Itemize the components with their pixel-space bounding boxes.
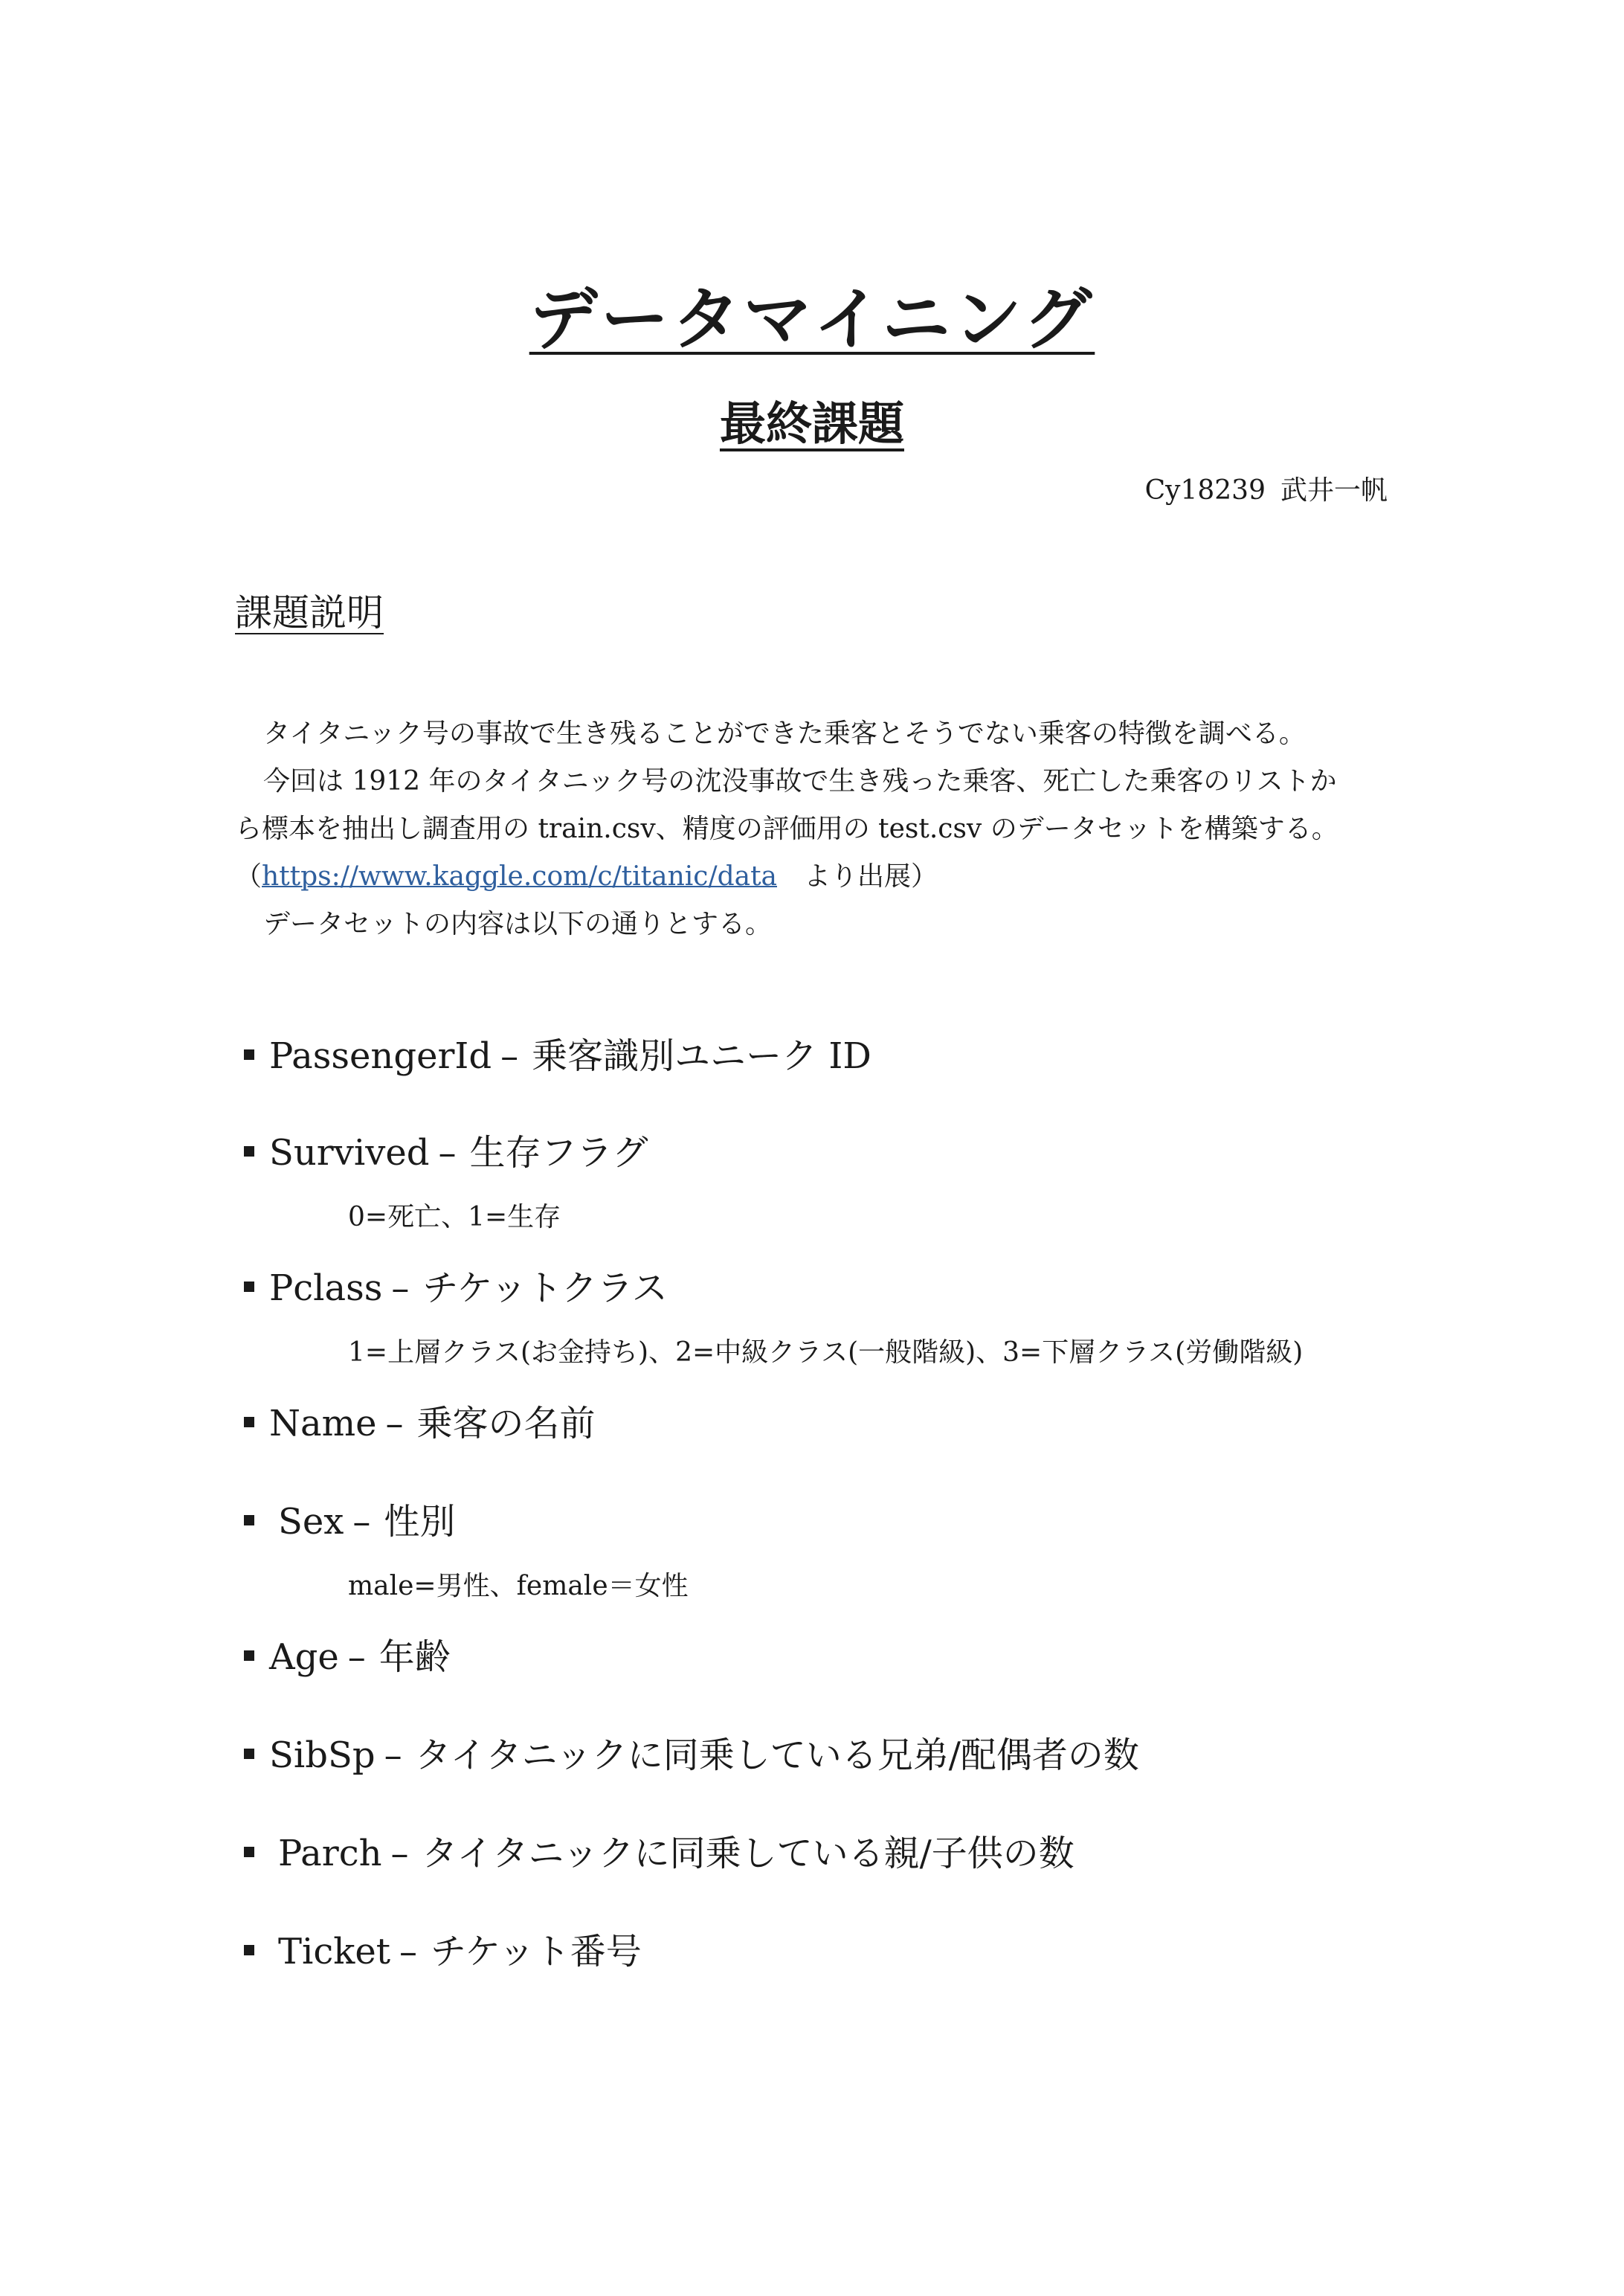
dash: – <box>391 1267 410 1309</box>
field-desc: チケットクラス <box>422 1267 668 1309</box>
dash: – <box>399 1931 418 1972</box>
field-list <box>244 1030 1434 1978</box>
intro-line-5: データセットの内容は以下の通りとする。 <box>263 909 773 939</box>
field-name: Name <box>269 1403 377 1444</box>
author-name: 武井一帆 <box>1280 475 1388 506</box>
document-title <box>0 275 1624 364</box>
field-name: Survived <box>269 1132 430 1174</box>
field-note-sex: male=男性、female＝女性 <box>348 1571 689 1601</box>
field-name: Pclass <box>269 1267 383 1309</box>
field-desc: チケット番号 <box>431 1931 642 1972</box>
bullet-icon <box>244 1749 254 1759</box>
bullet-icon <box>244 1282 254 1292</box>
section-heading: 課題説明 <box>235 591 384 634</box>
author-line <box>1145 469 1388 513</box>
field-item-age <box>244 1631 1434 1683</box>
field-note-pclass: 1=上層クラス(お金持ち)、2=中級クラス(一般階級)、3=下層クラス(労働階級) <box>348 1337 1304 1368</box>
field-desc: タイタニックに同乗している兄弟/配偶者の数 <box>415 1734 1139 1776</box>
field-name: Age <box>269 1636 339 1678</box>
kaggle-link[interactable]: https://www.kaggle.com/c/titanic/data <box>262 861 778 892</box>
field-item-ticket <box>244 1926 1434 1978</box>
field-name: Sex <box>278 1501 344 1543</box>
field-desc: 乗客識別ユニーク ID <box>532 1035 871 1077</box>
field-desc: タイタニックに同乗している親/子供の数 <box>422 1833 1074 1874</box>
field-item-survived <box>244 1127 1434 1179</box>
intro-line-3: ら標本を抽出し調査用の train.csv、精度の評価用の test.csv のデータセットを構築する。 <box>235 814 1338 844</box>
bullet-icon <box>244 1515 254 1525</box>
dash: – <box>438 1132 457 1174</box>
paren-open: （ <box>235 861 262 892</box>
bullet-icon <box>244 1847 254 1857</box>
intro-line-4 <box>235 853 1395 901</box>
dash: – <box>500 1035 519 1077</box>
field-desc: 年齢 <box>378 1636 451 1678</box>
title-text: データマイニング <box>529 280 1095 359</box>
field-desc: 乗客の名前 <box>416 1403 596 1444</box>
intro-line-1: タイタニック号の事故で生き残ることができた乗客とそうでない乗客の特徴を調べる。 <box>263 718 1306 749</box>
dash: – <box>347 1636 366 1678</box>
dash: – <box>385 1403 404 1444</box>
source-note: より出展） <box>777 861 938 892</box>
subtitle-text: 最終課題 <box>719 396 904 451</box>
bullet-icon <box>244 1650 254 1661</box>
field-item-sibsp <box>244 1729 1434 1781</box>
bullet-icon <box>244 1945 254 1955</box>
field-item-name <box>244 1398 1434 1450</box>
field-note-survived: 0=死亡、1=生存 <box>348 1202 561 1232</box>
bullet-icon <box>244 1146 254 1157</box>
intro-paragraph <box>235 710 1395 948</box>
dash: – <box>384 1734 402 1776</box>
bullet-icon <box>244 1049 254 1060</box>
field-name: PassengerId <box>269 1035 492 1077</box>
dash: – <box>390 1833 409 1874</box>
document-subtitle <box>0 390 1624 457</box>
field-item-parch <box>244 1827 1434 1879</box>
field-desc: 性別 <box>384 1501 456 1543</box>
student-id: Cy18239 <box>1144 475 1266 506</box>
intro-line-2: 今回は 1912 年のタイタニック号の沈没事故で生き残った乗客、死亡した乗客のリストか <box>263 766 1337 797</box>
field-item-passengerid <box>244 1030 1434 1082</box>
field-item-sex <box>244 1496 1434 1548</box>
field-name: Ticket <box>278 1931 391 1972</box>
field-item-pclass <box>244 1262 1434 1314</box>
field-name: SibSp <box>269 1734 376 1776</box>
field-name: Parch <box>278 1833 382 1874</box>
dash: – <box>352 1501 371 1543</box>
field-desc: 生存フラグ <box>469 1132 648 1174</box>
bullet-icon <box>244 1417 254 1427</box>
